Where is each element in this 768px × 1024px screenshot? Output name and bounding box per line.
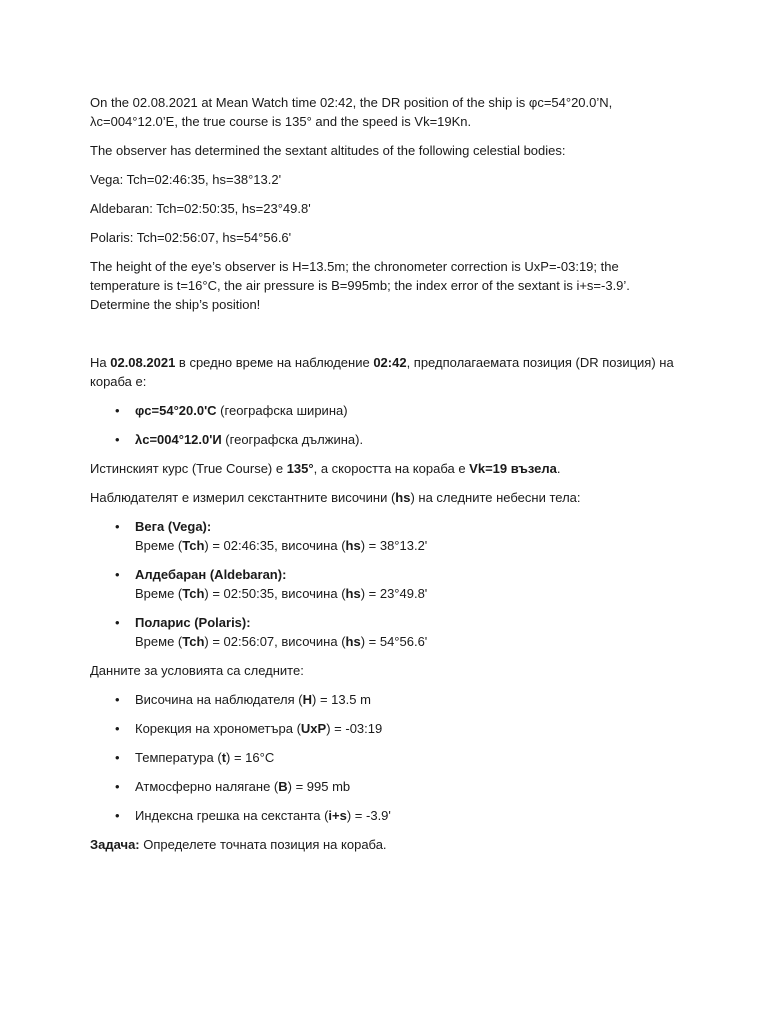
task-text: Определете точната позиция на кораба.	[139, 837, 387, 852]
course-text-2: , а скоростта на кораба е	[313, 461, 470, 476]
condition-text-1: Атмосферно налягане (	[135, 779, 279, 794]
english-p1-line2: λc=004°12.0’E, the true course is 135° and the speed is Vk=19Kn.	[90, 114, 472, 129]
body-hs: hs	[345, 538, 361, 553]
bullet-icon: •	[115, 615, 120, 630]
section-spacer	[90, 324, 690, 353]
english-p3-line3: Determine the ship’s position!	[90, 297, 261, 312]
course-value: 135°	[286, 461, 314, 476]
condition-text-1: Височина на наблюдателя (	[135, 692, 303, 707]
condition-text-2: ) = 13.5 m	[312, 692, 371, 707]
condition-symbol: UxP	[300, 721, 327, 736]
body-text-1: Време (	[135, 538, 183, 553]
bullet-icon: •	[115, 779, 120, 794]
position-list	[90, 401, 690, 449]
observer-paragraph	[90, 488, 690, 507]
condition-symbol: t	[221, 750, 227, 765]
english-paragraph-3	[90, 257, 690, 314]
intro-text-1: На	[90, 355, 111, 370]
list-item-condition	[115, 690, 690, 709]
longitude-value: λс=004°12.0'И	[135, 432, 222, 447]
body-tch: Tch	[182, 634, 205, 649]
bullet-icon: •	[115, 519, 120, 534]
body-name: Алдебаран (Aldebaran):	[135, 567, 287, 582]
longitude-note: (географска дължина).	[221, 432, 364, 447]
list-item-condition	[115, 806, 690, 825]
english-p3-line1: The height of the eye’s observer is H=13.5m; the chronometer correction is UxP=-03:19; the	[90, 259, 619, 274]
list-item-condition	[115, 719, 690, 738]
body-text-2: ) = 02:50:35, височина (	[204, 586, 346, 601]
english-p1-line1: On the 02.08.2021 at Mean Watch time 02:42, the DR position of the ship is φc=54°20.0’N,	[90, 95, 613, 110]
condition-symbol: i+s	[328, 808, 347, 823]
body-name: Поларис (Polaris):	[135, 615, 251, 630]
intro-text-3: , предполагаемата позиция (DR позиция) на	[406, 355, 674, 370]
bullet-icon: •	[115, 692, 120, 707]
list-item-polaris	[115, 613, 690, 651]
english-paragraph-2: The observer has determined the sextant altitudes of the following celestial bodies:	[90, 143, 566, 158]
observer-text-1: Наблюдателят е измерил секстантните височини (	[90, 490, 396, 505]
english-paragraph-1	[90, 93, 690, 131]
list-item-condition	[115, 777, 690, 796]
list-item-longitude	[115, 430, 690, 449]
body-tch: Tch	[182, 586, 205, 601]
bullet-icon: •	[115, 721, 120, 736]
speed-value: Vk=19 възела	[469, 461, 557, 476]
body-name: Вега (Vega):	[135, 519, 212, 534]
body-text-1: Време (	[135, 586, 183, 601]
condition-text-2: ) = 16°C	[226, 750, 275, 765]
observer-hs: hs	[395, 490, 411, 505]
body-hs: hs	[345, 634, 361, 649]
celestial-bodies-list	[90, 517, 690, 651]
list-item-latitude	[115, 401, 690, 420]
english-vega-line: Vega: Tch=02:46:35, hs=38°13.2'	[90, 172, 282, 187]
body-text-1: Време (	[135, 634, 183, 649]
condition-text-1: Температура (	[135, 750, 222, 765]
list-item-vega	[115, 517, 690, 555]
intro-line-2: кораба е:	[90, 374, 147, 389]
condition-symbol: B	[278, 779, 288, 794]
course-text-3: .	[556, 461, 561, 476]
condition-text-2: ) = -03:19	[326, 721, 383, 736]
conditions-intro: Данните за условията са следните:	[90, 663, 304, 678]
bullet-icon: •	[115, 808, 120, 823]
conditions-list	[90, 690, 690, 825]
course-paragraph	[90, 459, 690, 478]
english-aldebaran-line: Aldebaran: Tch=02:50:35, hs=23°49.8'	[90, 201, 311, 216]
condition-text-2: ) = -3.9'	[346, 808, 391, 823]
bullet-icon: •	[115, 750, 120, 765]
body-text-2: ) = 02:46:35, височина (	[204, 538, 346, 553]
intro-date: 02.08.2021	[110, 355, 176, 370]
course-text-1: Истинският курс (True Course) е	[90, 461, 287, 476]
bullet-icon: •	[115, 567, 120, 582]
latitude-value: φс=54°20.0'С	[135, 403, 217, 418]
task-paragraph	[90, 835, 690, 854]
body-tch: Tch	[182, 538, 205, 553]
english-polaris-line: Polaris: Tch=02:56:07, hs=54°56.6'	[90, 230, 292, 245]
document-page	[90, 93, 690, 864]
body-text-3: ) = 23°49.8'	[360, 586, 428, 601]
task-label: Задача:	[90, 837, 140, 852]
body-hs: hs	[345, 586, 361, 601]
latitude-note: (географска ширина)	[216, 403, 348, 418]
condition-symbol: H	[302, 692, 313, 707]
body-text-3: ) = 54°56.6'	[360, 634, 428, 649]
body-text-2: ) = 02:56:07, височина (	[204, 634, 346, 649]
body-text-3: ) = 38°13.2'	[360, 538, 428, 553]
bullet-icon: •	[115, 403, 120, 418]
bullet-icon: •	[115, 432, 120, 447]
observer-text-2: ) на следните небесни тела:	[410, 490, 581, 505]
condition-text-1: Корекция на хронометъра (	[135, 721, 301, 736]
condition-text-2: ) = 995 mb	[287, 779, 351, 794]
list-item-condition	[115, 748, 690, 767]
list-item-aldebaran	[115, 565, 690, 603]
condition-text-1: Индексна грешка на секстанта (	[135, 808, 329, 823]
intro-text-2: в средно време на наблюдение	[175, 355, 374, 370]
bulgarian-intro-paragraph	[90, 353, 690, 391]
english-p3-line2: temperature is t=16°C, the air pressure is B=995mb; the index error of the sextant is i+s=-3.9’.	[90, 278, 630, 293]
intro-time: 02:42	[373, 355, 407, 370]
